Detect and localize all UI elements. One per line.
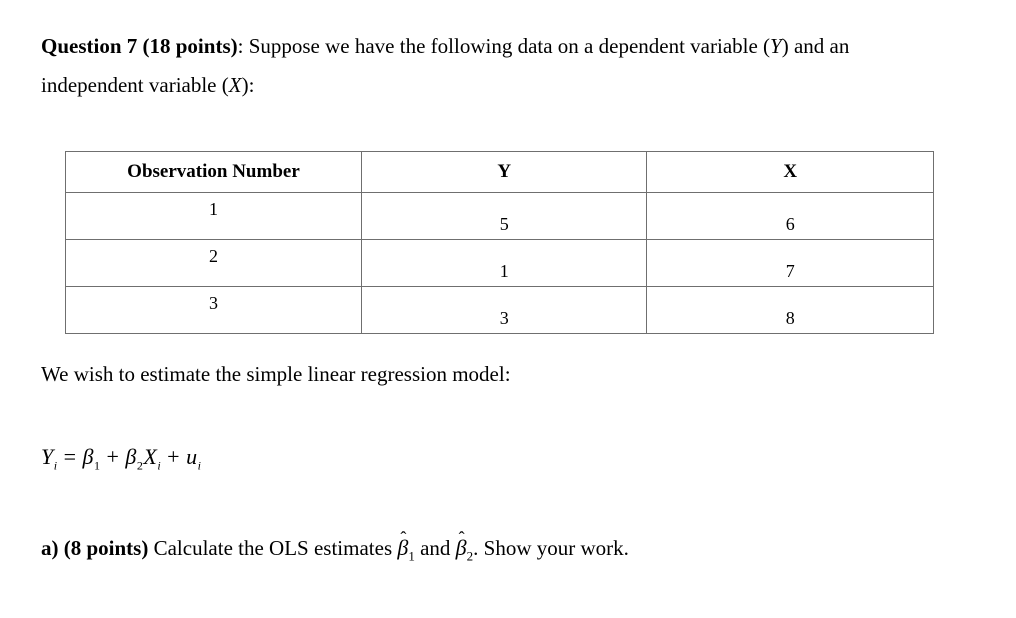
beta2-hat-symbol: β [455, 535, 467, 560]
part-a-text-2: . Show your work. [473, 536, 629, 560]
question-colon: : [237, 34, 244, 58]
header-y: Y [361, 152, 647, 193]
table-header-row [66, 152, 934, 193]
eq-u-sub: i [197, 458, 202, 473]
eq-beta1: β [82, 444, 94, 469]
data-table [65, 151, 934, 334]
dependent-variable-symbol: Y [770, 34, 782, 58]
beta2-hat [456, 534, 473, 570]
table-row [66, 240, 934, 287]
cell-observation: 3 [66, 287, 362, 334]
part-a-and: and [414, 536, 456, 560]
cell-observation: 1 [66, 193, 362, 240]
beta1-hat-symbol: β [397, 535, 409, 560]
eq-beta1-sub: 1 [93, 458, 101, 473]
cell-y: 1 [361, 240, 647, 287]
question-text-2: ) and an [781, 34, 850, 58]
eq-x-sub: i [157, 458, 162, 473]
part-a-label: a) (8 points) [41, 536, 149, 560]
eq-u: u [186, 444, 198, 469]
eq-beta2-sub: 2 [136, 458, 144, 473]
eq-plus-1: + [106, 444, 120, 469]
model-intro-text: We wish to estimate the simple linear regression model: [41, 362, 511, 386]
question-text-3: independent variable ( [41, 73, 229, 97]
regression-equation [41, 444, 201, 473]
beta1-hat [397, 534, 414, 570]
question-text-4: ): [241, 73, 255, 97]
question-line-1 [41, 33, 849, 59]
question-label: Question 7 (18 points) [41, 34, 238, 58]
cell-x: 7 [647, 240, 934, 287]
table-row [66, 193, 934, 240]
table-row [66, 287, 934, 334]
header-observation-number: Observation Number [66, 152, 362, 193]
question-text-1: Suppose we have the following data on a dependent variable ( [243, 34, 771, 58]
eq-y-sub: i [53, 458, 58, 473]
part-a-text-1: Calculate the OLS estimates [148, 536, 398, 560]
part-a-question [41, 534, 629, 570]
cell-y: 3 [361, 287, 647, 334]
eq-y: Y [41, 444, 54, 469]
eq-beta2: β [125, 444, 137, 469]
eq-x: X [143, 444, 158, 469]
eq-equals: = [63, 444, 77, 469]
cell-x: 8 [647, 287, 934, 334]
cell-observation: 2 [66, 240, 362, 287]
independent-variable-symbol: X [228, 73, 242, 97]
cell-y: 5 [361, 193, 647, 240]
beta2-hat-sub: 2 [466, 548, 474, 564]
cell-x: 6 [647, 193, 934, 240]
eq-plus-2: + [167, 444, 181, 469]
header-x: X [647, 152, 934, 193]
question-line-2 [41, 72, 254, 98]
beta1-hat-sub: 1 [408, 548, 415, 564]
